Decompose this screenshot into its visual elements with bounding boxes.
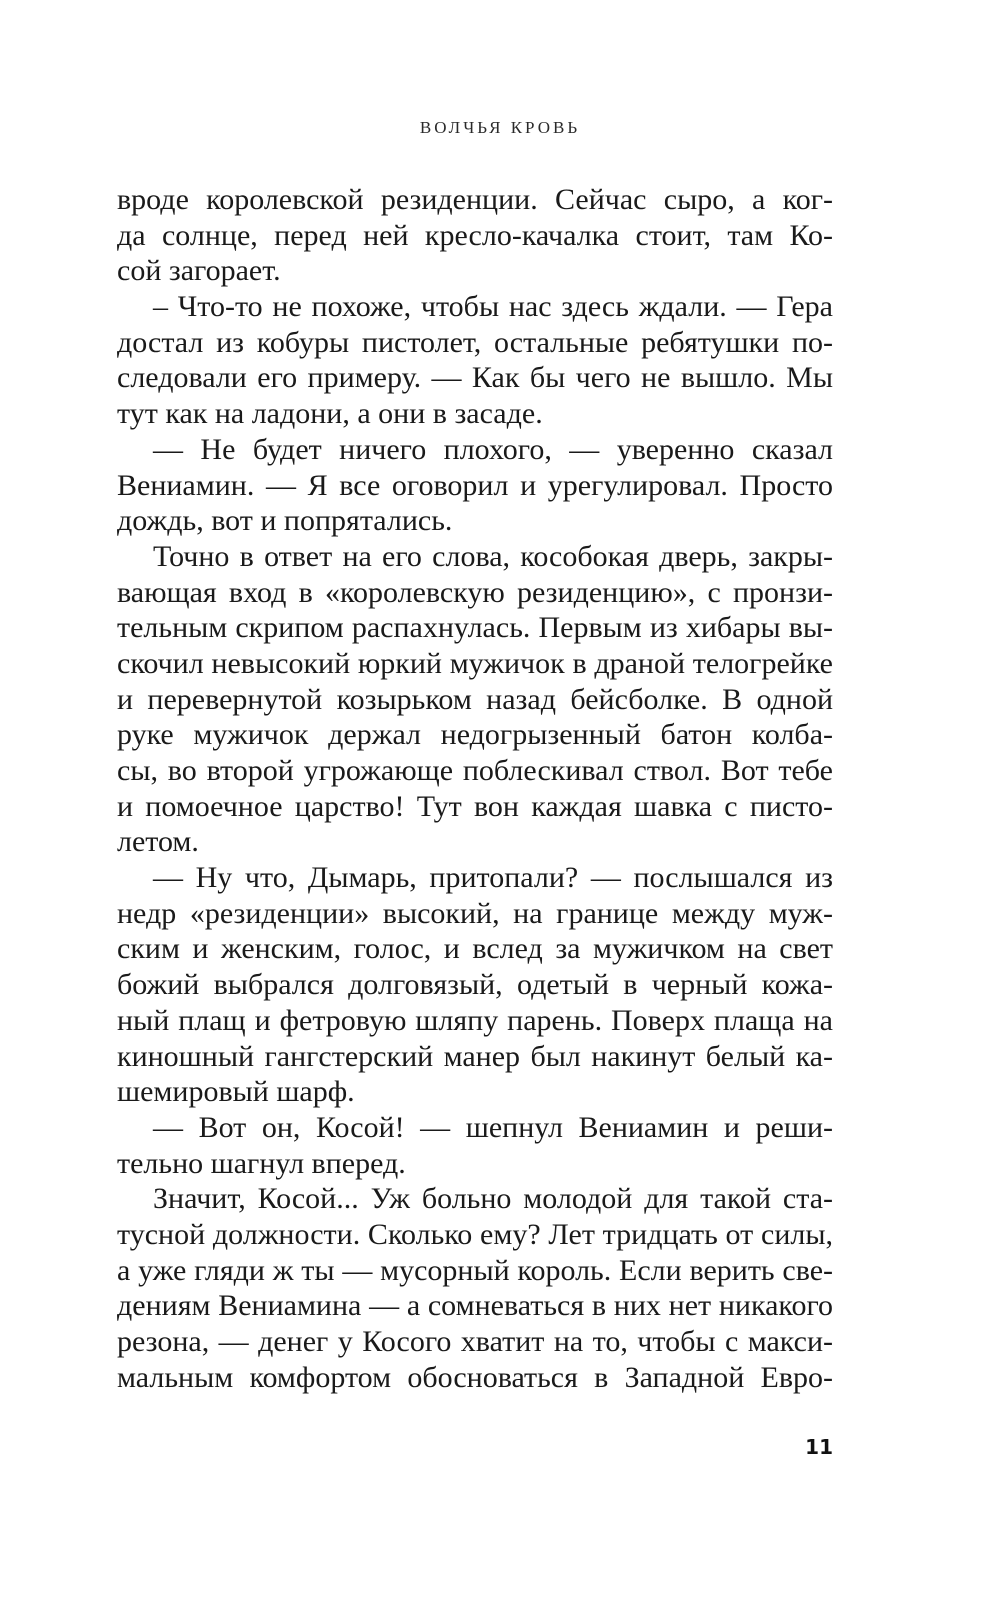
- body-text: [117, 182, 833, 1395]
- text-line: следовали его примеру. — Как бы чего не вышло. Мы: [117, 361, 833, 395]
- text-line: Значит, Косой... Уж больно молодой для такой ста-: [153, 1182, 833, 1216]
- text-line: руке мужичок держал недогрызенный батон колба-: [117, 718, 833, 752]
- text-line: тут как на ладони, а они в засаде.: [117, 397, 543, 431]
- text-line: мальным комфортом обосноваться в Западной Евро-: [117, 1360, 833, 1394]
- text-line: достал из кобуры пистолет, остальные ребятушки по-: [117, 325, 833, 359]
- page-number: 11: [805, 1435, 833, 1459]
- text-line: ским и женским, голос, и вслед за мужичком на свет: [117, 932, 833, 966]
- text-line: летом.: [117, 825, 199, 859]
- text-line: тельно шагнул вперед.: [117, 1146, 406, 1180]
- text-line: дениям Вениамина — а сомневаться в них нет никакого: [117, 1289, 833, 1323]
- text-line: божий выбрался долговязый, одетый в черный кожа-: [117, 968, 833, 1002]
- text-line: ный плащ и фетровую шляпу парень. Поверх плаща на: [117, 1003, 833, 1037]
- text-line: шемировый шарф.: [117, 1075, 355, 1109]
- text-line: сой загорает.: [117, 254, 281, 288]
- text-line: киношный гангстерский манер был накинут белый ка-: [117, 1039, 833, 1073]
- text-line: и помоечное царство! Тут вон каждая шавка с писто-: [117, 789, 833, 823]
- text-line: да солнце, перед ней кресло-качалка стоит, там Ко-: [117, 218, 833, 252]
- text-line: — Ну что, Дымарь, притопали? — послышался из: [153, 861, 833, 895]
- text-line: вающая вход в «королевскую резиденцию», с пронзи-: [117, 575, 833, 609]
- text-line: резона, — денег у Косого хватит на то, чтобы с макси-: [117, 1325, 833, 1358]
- text-line: Вениамин. — Я все оговорил и урегулировал. Просто: [117, 468, 833, 502]
- text-line: вроде королевской резиденции. Сейчас сыро, а ког-: [117, 183, 833, 216]
- text-line: и перевернутой козырьком назад бейсболке. В одной: [117, 682, 833, 716]
- text-line: — Вот он, Косой! — шепнул Вениамин и реши-: [153, 1110, 833, 1144]
- text-line: тельным скрипом распахнулась. Первым из хибары вы-: [117, 611, 833, 645]
- text-line: недр «резиденции» высокий, на границе между муж-: [117, 896, 833, 930]
- text-line: – Что-то не похоже, чтобы нас здесь ждали. — Гера: [153, 290, 833, 324]
- text-line: тусной должности. Сколько ему? Лет тридцать от силы,: [117, 1217, 833, 1251]
- text-line: Точно в ответ на его слова, кособокая дверь, закры-: [153, 539, 833, 573]
- text-line: дождь, вот и попрятались.: [117, 504, 453, 538]
- text-line: сы, во второй угрожающе поблескивал ствол. Вот тебе: [117, 754, 833, 787]
- text-line: а уже гляди ж ты — мусорный король. Если верить све-: [117, 1253, 833, 1287]
- running-head: ВОЛЧЬЯ КРОВЬ: [419, 118, 581, 137]
- text-line: скочил невысокий юркий мужичок в драной телогрейке: [117, 646, 833, 680]
- text-line: — Не будет ничего плохого, — уверенно сказал: [153, 432, 833, 466]
